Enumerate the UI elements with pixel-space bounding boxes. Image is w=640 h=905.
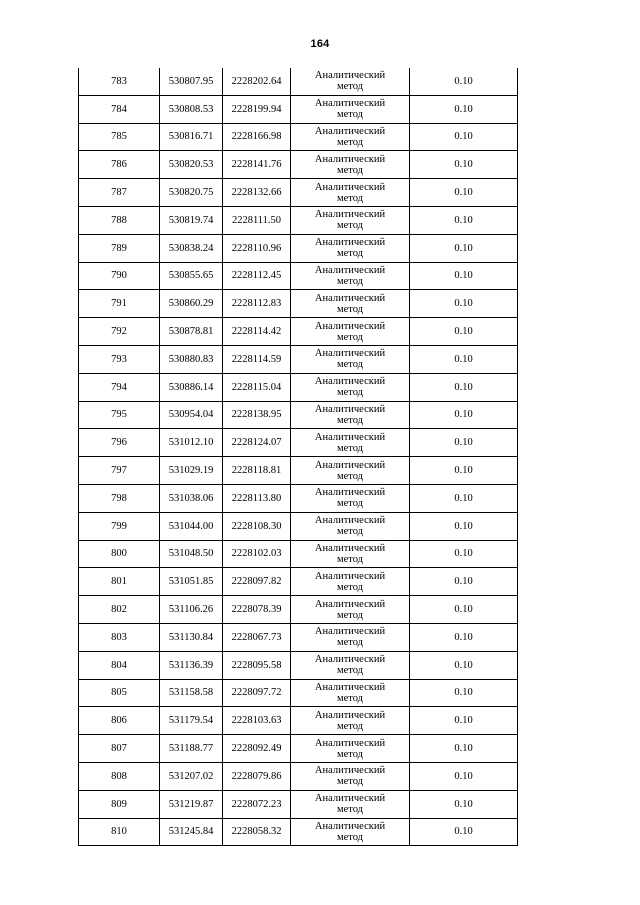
method-cell — [291, 818, 410, 846]
method-text-line-1: Аналитический — [314, 348, 386, 360]
y-coordinate-cell: 2228108.30 — [223, 512, 291, 540]
method-text-line-1: Аналитический — [314, 292, 386, 304]
x-coordinate-cell: 530886.14 — [160, 373, 223, 401]
accuracy-cell: 0.10 — [410, 206, 518, 234]
x-coordinate-cell: 531038.06 — [160, 484, 223, 512]
point-number-cell: 785 — [79, 123, 160, 151]
method-cell — [291, 484, 410, 512]
method-text-line-1: Аналитический — [314, 515, 386, 527]
y-coordinate-cell: 2228118.81 — [223, 457, 291, 485]
method-cell — [291, 429, 410, 457]
method-text-line-2: метод — [336, 248, 364, 260]
y-coordinate-cell: 2228079.86 — [223, 762, 291, 790]
x-coordinate-cell: 530860.29 — [160, 290, 223, 318]
method-text-line-2: метод — [336, 387, 364, 399]
method-text-line-1: Аналитический — [314, 125, 386, 137]
accuracy-cell: 0.10 — [410, 429, 518, 457]
point-number-cell: 790 — [79, 262, 160, 290]
table-row — [79, 179, 518, 207]
point-number-cell: 786 — [79, 151, 160, 179]
method-cell — [291, 401, 410, 429]
accuracy-cell: 0.10 — [410, 568, 518, 596]
table-row — [79, 818, 518, 846]
method-text-line-1: Аналитический — [314, 181, 386, 193]
accuracy-cell: 0.10 — [410, 484, 518, 512]
x-coordinate-cell: 531207.02 — [160, 762, 223, 790]
method-text-line-1: Аналитический — [314, 681, 386, 693]
method-text-line-1: Аналитический — [314, 542, 386, 554]
method-text-line-2: метод — [336, 164, 364, 176]
method-text-line-1: Аналитический — [314, 376, 386, 388]
table-row — [79, 623, 518, 651]
method-text-line-2: метод — [336, 692, 364, 704]
point-number-cell: 789 — [79, 234, 160, 262]
method-text-line-1: Аналитический — [314, 487, 386, 499]
method-text-line-2: метод — [336, 303, 364, 315]
x-coordinate-cell: 531044.00 — [160, 512, 223, 540]
method-text-line-1: Аналитический — [314, 793, 386, 805]
method-text-line-2: метод — [336, 665, 364, 677]
x-coordinate-cell: 531219.87 — [160, 790, 223, 818]
accuracy-cell: 0.10 — [410, 123, 518, 151]
method-text-line-1: Аналитический — [314, 237, 386, 249]
table-row — [79, 540, 518, 568]
method-text-line-2: метод — [336, 192, 364, 204]
table-row — [79, 512, 518, 540]
method-cell — [291, 596, 410, 624]
method-text-line-1: Аналитический — [314, 570, 386, 582]
x-coordinate-cell: 531245.84 — [160, 818, 223, 846]
method-text-line-2: метод — [336, 109, 364, 121]
method-text-line-1: Аналитический — [314, 820, 386, 832]
accuracy-cell: 0.10 — [410, 651, 518, 679]
point-number-cell: 802 — [79, 596, 160, 624]
y-coordinate-cell: 2228202.64 — [223, 68, 291, 95]
method-text-line-1: Аналитический — [314, 209, 386, 221]
point-number-cell: 783 — [79, 68, 160, 95]
method-text-line-1: Аналитический — [314, 264, 386, 276]
method-cell — [291, 707, 410, 735]
x-coordinate-cell: 530808.53 — [160, 95, 223, 123]
table-row — [79, 568, 518, 596]
x-coordinate-cell: 530878.81 — [160, 318, 223, 346]
method-cell — [291, 623, 410, 651]
y-coordinate-cell: 2228058.32 — [223, 818, 291, 846]
table-row — [79, 679, 518, 707]
method-text-line-1: Аналитический — [314, 320, 386, 332]
accuracy-cell: 0.10 — [410, 707, 518, 735]
method-text-line-2: метод — [336, 81, 364, 93]
y-coordinate-cell: 2228078.39 — [223, 596, 291, 624]
method-cell — [291, 345, 410, 373]
y-coordinate-cell: 2228103.63 — [223, 707, 291, 735]
point-number-cell: 808 — [79, 762, 160, 790]
y-coordinate-cell: 2228072.23 — [223, 790, 291, 818]
point-number-cell: 796 — [79, 429, 160, 457]
y-coordinate-cell: 2228111.50 — [223, 206, 291, 234]
point-number-cell: 809 — [79, 790, 160, 818]
x-coordinate-cell: 530807.95 — [160, 68, 223, 95]
method-text-line-1: Аналитический — [314, 459, 386, 471]
point-number-cell: 788 — [79, 206, 160, 234]
x-coordinate-cell: 530820.53 — [160, 151, 223, 179]
x-coordinate-cell: 531048.50 — [160, 540, 223, 568]
point-number-cell: 797 — [79, 457, 160, 485]
x-coordinate-cell: 531029.19 — [160, 457, 223, 485]
point-number-cell: 803 — [79, 623, 160, 651]
accuracy-cell: 0.10 — [410, 401, 518, 429]
method-text-line-2: метод — [336, 526, 364, 538]
x-coordinate-cell: 530819.74 — [160, 206, 223, 234]
table-row — [79, 318, 518, 346]
x-coordinate-cell: 531188.77 — [160, 735, 223, 763]
method-cell — [291, 151, 410, 179]
y-coordinate-cell: 2228138.95 — [223, 401, 291, 429]
point-number-cell: 806 — [79, 707, 160, 735]
method-text-line-2: метод — [336, 359, 364, 371]
method-text-line-2: метод — [336, 831, 364, 843]
accuracy-cell: 0.10 — [410, 623, 518, 651]
point-number-cell: 810 — [79, 818, 160, 846]
method-text-line-2: метод — [336, 442, 364, 454]
point-number-cell: 791 — [79, 290, 160, 318]
accuracy-cell: 0.10 — [410, 318, 518, 346]
method-cell — [291, 540, 410, 568]
y-coordinate-cell: 2228199.94 — [223, 95, 291, 123]
method-cell — [291, 290, 410, 318]
table-row — [79, 95, 518, 123]
coordinates-table-body — [79, 68, 518, 846]
method-cell — [291, 651, 410, 679]
point-number-cell: 787 — [79, 179, 160, 207]
point-number-cell: 804 — [79, 651, 160, 679]
method-text-line-2: метод — [336, 776, 364, 788]
point-number-cell: 792 — [79, 318, 160, 346]
method-text-line-2: метод — [336, 331, 364, 343]
method-text-line-1: Аналитический — [314, 70, 386, 82]
x-coordinate-cell: 531012.10 — [160, 429, 223, 457]
y-coordinate-cell: 2228141.76 — [223, 151, 291, 179]
accuracy-cell: 0.10 — [410, 234, 518, 262]
y-coordinate-cell: 2228112.45 — [223, 262, 291, 290]
accuracy-cell: 0.10 — [410, 68, 518, 95]
accuracy-cell: 0.10 — [410, 373, 518, 401]
method-text-line-1: Аналитический — [314, 626, 386, 638]
table-row — [79, 151, 518, 179]
point-number-cell: 784 — [79, 95, 160, 123]
y-coordinate-cell: 2228097.82 — [223, 568, 291, 596]
method-text-line-2: метод — [336, 804, 364, 816]
x-coordinate-cell: 530816.71 — [160, 123, 223, 151]
point-number-cell: 807 — [79, 735, 160, 763]
method-text-line-1: Аналитический — [314, 654, 386, 666]
accuracy-cell: 0.10 — [410, 457, 518, 485]
table-row — [79, 206, 518, 234]
method-cell — [291, 206, 410, 234]
table-row — [79, 651, 518, 679]
accuracy-cell: 0.10 — [410, 540, 518, 568]
method-text-line-1: Аналитический — [314, 153, 386, 165]
x-coordinate-cell: 531130.84 — [160, 623, 223, 651]
method-text-line-1: Аналитический — [314, 709, 386, 721]
y-coordinate-cell: 2228112.83 — [223, 290, 291, 318]
method-cell — [291, 790, 410, 818]
method-text-line-1: Аналитический — [314, 737, 386, 749]
accuracy-cell: 0.10 — [410, 345, 518, 373]
accuracy-cell: 0.10 — [410, 262, 518, 290]
y-coordinate-cell: 2228110.96 — [223, 234, 291, 262]
method-text-line-2: метод — [336, 553, 364, 565]
y-coordinate-cell: 2228095.58 — [223, 651, 291, 679]
method-cell — [291, 179, 410, 207]
method-cell — [291, 735, 410, 763]
method-text-line-2: метод — [336, 581, 364, 593]
y-coordinate-cell: 2228097.72 — [223, 679, 291, 707]
x-coordinate-cell: 531158.58 — [160, 679, 223, 707]
table-row — [79, 790, 518, 818]
accuracy-cell: 0.10 — [410, 179, 518, 207]
method-text-line-2: метод — [336, 498, 364, 510]
y-coordinate-cell: 2228092.49 — [223, 735, 291, 763]
y-coordinate-cell: 2228115.04 — [223, 373, 291, 401]
table-row — [79, 290, 518, 318]
y-coordinate-cell: 2228113.80 — [223, 484, 291, 512]
point-number-cell: 799 — [79, 512, 160, 540]
method-text-line-1: Аналитический — [314, 598, 386, 610]
table-row — [79, 457, 518, 485]
table-row — [79, 345, 518, 373]
method-cell — [291, 123, 410, 151]
method-text-line-1: Аналитический — [314, 431, 386, 443]
table-row — [79, 735, 518, 763]
method-cell — [291, 457, 410, 485]
method-cell — [291, 318, 410, 346]
method-cell — [291, 262, 410, 290]
accuracy-cell: 0.10 — [410, 762, 518, 790]
method-cell — [291, 373, 410, 401]
x-coordinate-cell: 530954.04 — [160, 401, 223, 429]
accuracy-cell: 0.10 — [410, 512, 518, 540]
y-coordinate-cell: 2228067.73 — [223, 623, 291, 651]
method-cell — [291, 68, 410, 95]
x-coordinate-cell: 531051.85 — [160, 568, 223, 596]
method-text-line-2: метод — [336, 470, 364, 482]
method-text-line-2: метод — [336, 220, 364, 232]
accuracy-cell: 0.10 — [410, 151, 518, 179]
method-text-line-2: метод — [336, 748, 364, 760]
point-number-cell: 794 — [79, 373, 160, 401]
method-cell — [291, 679, 410, 707]
x-coordinate-cell: 531136.39 — [160, 651, 223, 679]
table-row — [79, 707, 518, 735]
coordinates-table — [78, 68, 518, 846]
accuracy-cell: 0.10 — [410, 596, 518, 624]
x-coordinate-cell: 531106.26 — [160, 596, 223, 624]
y-coordinate-cell: 2228132.66 — [223, 179, 291, 207]
accuracy-cell: 0.10 — [410, 790, 518, 818]
method-text-line-1: Аналитический — [314, 765, 386, 777]
table-row — [79, 762, 518, 790]
table-row — [79, 596, 518, 624]
table-row — [79, 373, 518, 401]
accuracy-cell: 0.10 — [410, 735, 518, 763]
point-number-cell: 798 — [79, 484, 160, 512]
x-coordinate-cell: 530838.24 — [160, 234, 223, 262]
table-row — [79, 262, 518, 290]
table-row — [79, 429, 518, 457]
point-number-cell: 805 — [79, 679, 160, 707]
y-coordinate-cell: 2228114.59 — [223, 345, 291, 373]
y-coordinate-cell: 2228166.98 — [223, 123, 291, 151]
accuracy-cell: 0.10 — [410, 95, 518, 123]
point-number-cell: 800 — [79, 540, 160, 568]
point-number-cell: 801 — [79, 568, 160, 596]
method-text-line-2: метод — [336, 609, 364, 621]
method-text-line-2: метод — [336, 637, 364, 649]
method-cell — [291, 512, 410, 540]
table-row — [79, 234, 518, 262]
method-text-line-2: метод — [336, 136, 364, 148]
page-number: 164 — [310, 38, 330, 50]
table-row — [79, 123, 518, 151]
y-coordinate-cell: 2228114.42 — [223, 318, 291, 346]
method-cell — [291, 568, 410, 596]
x-coordinate-cell: 530880.83 — [160, 345, 223, 373]
method-text-line-2: метод — [336, 720, 364, 732]
method-cell — [291, 762, 410, 790]
point-number-cell: 793 — [79, 345, 160, 373]
y-coordinate-cell: 2228124.07 — [223, 429, 291, 457]
table-row — [79, 68, 518, 95]
x-coordinate-cell: 531179.54 — [160, 707, 223, 735]
method-text-line-1: Аналитический — [314, 98, 386, 110]
accuracy-cell: 0.10 — [410, 290, 518, 318]
method-cell — [291, 95, 410, 123]
point-number-cell: 795 — [79, 401, 160, 429]
method-text-line-2: метод — [336, 275, 364, 287]
accuracy-cell: 0.10 — [410, 818, 518, 846]
method-text-line-1: Аналитический — [314, 403, 386, 415]
accuracy-cell: 0.10 — [410, 679, 518, 707]
x-coordinate-cell: 530820.75 — [160, 179, 223, 207]
table-row — [79, 484, 518, 512]
method-text-line-2: метод — [336, 414, 364, 426]
method-cell — [291, 234, 410, 262]
table-row — [79, 401, 518, 429]
x-coordinate-cell: 530855.65 — [160, 262, 223, 290]
y-coordinate-cell: 2228102.03 — [223, 540, 291, 568]
